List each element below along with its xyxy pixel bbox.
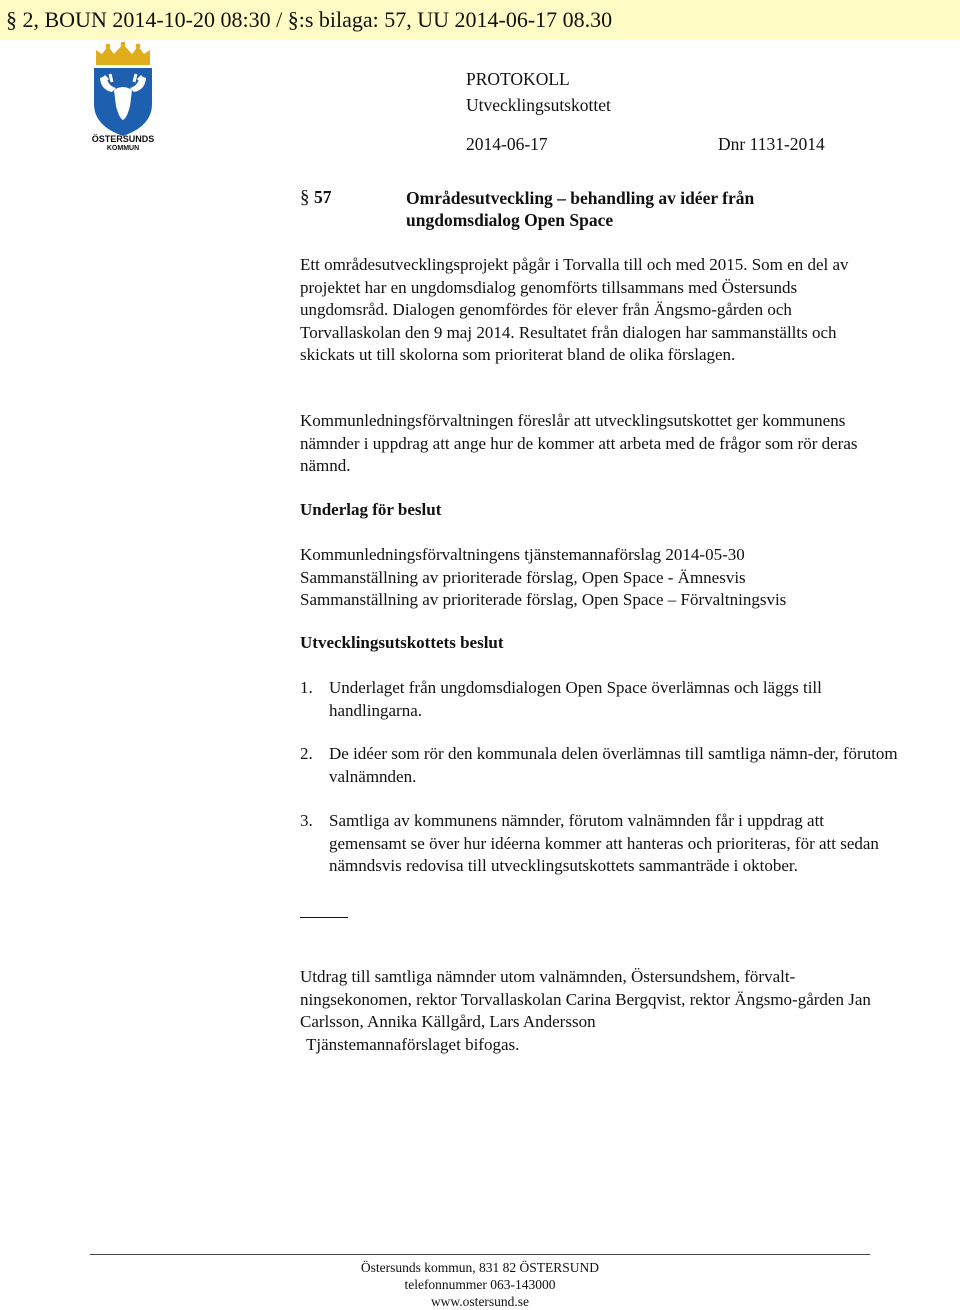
decision-text: Samtliga av kommunens nämnder, förutom valnämnden får i uppdrag att gemensamt se över hur idéerna kommer att hanteras och prioriteras, för att sedan nämndsvis redovisa till utvecklingsutskottets sammanträde i oktober. <box>329 811 879 875</box>
intro-paragraph: Ett områdesutvecklingsprojekt pågår i Torvalla till och med 2015. Som en del av projektet har en ungdomsdialog genomförts tillsammans med Östersunds ungdomsråd. Dialogen genomfördes för elever från Ängsmo-gården och Torvallaskolan den 9 maj 2014. Resultatet från dialogen har sammanställts och skickats ut till skolorna som prioriterat bland de olika förslagen. <box>300 255 849 364</box>
document-header <box>466 66 611 118</box>
section-number: 57 <box>314 187 332 207</box>
decision-number: 2. <box>300 744 313 763</box>
crown-icon <box>96 42 150 65</box>
document-date: 2014-06-17 <box>466 134 548 154</box>
footer-divider <box>90 1254 870 1255</box>
ostersund-coat-of-arms-logo <box>86 42 160 150</box>
underlag-item: Sammanställning av prioriterade förslag, Open Space - Ämnesvis <box>300 567 746 587</box>
underlag-item: Kommunledningsförvaltningens tjänstemannaförslag 2014-05-30 <box>300 545 745 564</box>
underlag-list <box>300 544 920 612</box>
decision-item <box>300 677 900 722</box>
decision-number: 3. <box>300 811 313 830</box>
decision-text: Underlaget från ungdomsdialogen Open Space överlämnas och läggs till handlingarna. <box>329 678 822 720</box>
decision-text: De idéer som rör den kommunala delen överlämnas till samtliga nämn-der, förutom valnämnden. <box>329 744 898 786</box>
beslut-heading: Utvecklingsutskottets beslut <box>300 633 504 652</box>
logo-text-line2: KOMMUN <box>106 145 140 150</box>
decision-item <box>300 810 900 878</box>
document-reference-number: Dnr 1131-2014 <box>718 134 825 154</box>
separator-line <box>300 917 348 918</box>
footer-address: Östersunds kommun, 831 82 ÖSTERSUND <box>360 1260 600 1275</box>
distribution-list: Utdrag till samtliga nämnder utom valnämnden, Östersundshem, förvalt-ningsekonomen, rektor Torvallaskolan Carina Bergqvist, rektor Ängsmo-gården Jan Carlsson, Annika Källgård, Lars Andersson <box>300 967 871 1031</box>
attachment-note: Tjänstemannaförslaget bifogas. <box>306 1035 520 1054</box>
footer-website: www.ostersund.se <box>430 1294 530 1309</box>
underlag-item: Sammanställning av prioriterade förslag, Open Space – Förvaltningsvis <box>300 590 787 609</box>
document-type: PROTOKOLL <box>466 69 570 89</box>
section-title: Områdesutveckling – behandling av idéer från ungdomsdialog Open Space <box>406 188 755 230</box>
document-reference-text: § 2, BOUN 2014-10-20 08:30 / §:s bilaga: 57, UU 2014-06-17 08.30 <box>6 7 613 32</box>
footer <box>0 1259 960 1310</box>
proposal-paragraph: Kommunledningsförvaltningen föreslår att utvecklingsutskottet ger kommunens nämnder i uppdrag att ange hur de kommer att arbeta med de frågor som rör deras nämnd. <box>300 411 858 475</box>
document-title-bar <box>0 0 960 40</box>
committee-name: Utvecklingsutskottet <box>466 95 611 115</box>
decision-number: 1. <box>300 678 313 697</box>
underlag-heading: Underlag för beslut <box>300 500 442 519</box>
footer-phone: telefonnummer 063-143000 <box>404 1277 556 1292</box>
logo-text-line1: ÖSTERSUNDS <box>91 134 155 144</box>
decision-item <box>300 743 900 788</box>
paragraph-sign: § <box>300 187 310 208</box>
